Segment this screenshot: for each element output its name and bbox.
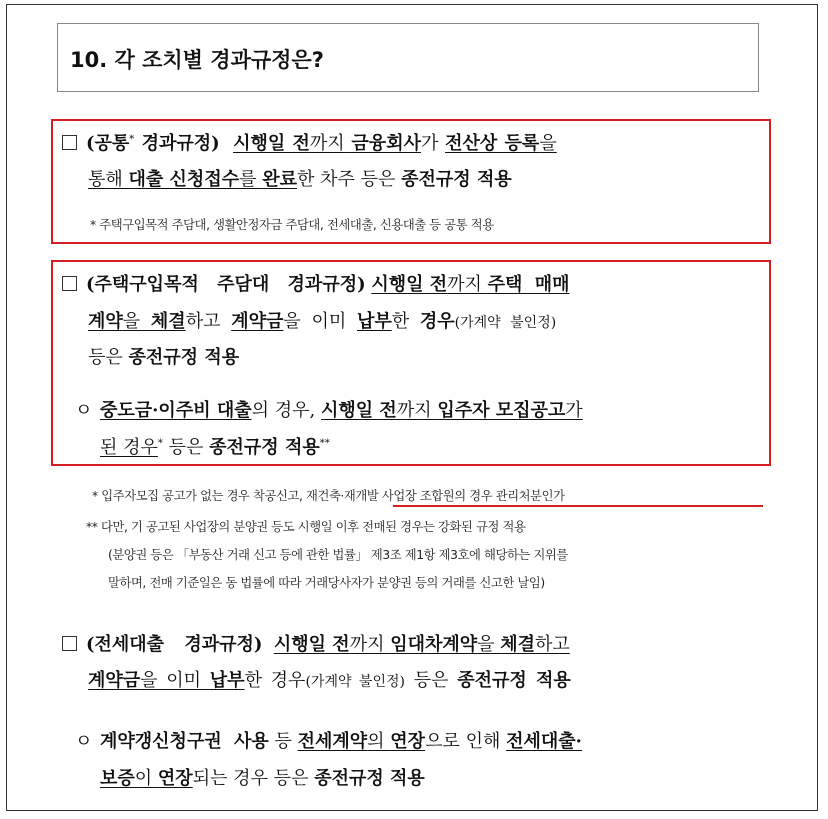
common-footnote: * 주택구입목적 주담대, 생활안정자금 주담대, 전세대출, 신용대출 등 공통 적용 bbox=[90, 218, 494, 232]
checkbox-icon bbox=[62, 135, 77, 150]
footnote-2-detail-1: (분양권 등은 「부동산 거래 신고 등에 관한 법률」 제3조 제1항 제3호에 해당하는 지위를 bbox=[108, 548, 568, 562]
footnote-2-detail-2: 말하며, 전매 기준일은 동 법률에 따라 거래당사자가 분양권 등의 거래를 신고한 날임) bbox=[108, 576, 545, 590]
jeonse-line-1: (전세대출 경과규정) 시행일 전까지 임대차계약을 체결하고 bbox=[62, 636, 570, 654]
jeonse-line-2: 계약금을 이미 납부한 경우(가계약 불인정) 등은 종전규정 적용 bbox=[88, 670, 571, 691]
housing-line-3: 등은 종전규정 적용 bbox=[88, 347, 240, 368]
checkbox-icon bbox=[62, 276, 77, 291]
jeonse-sub-line-2: 보증이 연장되는 경우 등은 종전규정 적용 bbox=[100, 768, 425, 789]
title-box bbox=[57, 23, 759, 92]
footnote-1: * 입주자모집 공고가 없는 경우 착공신고, 재건축·재개발 사업장 조합원의 경우 관리처분인가 bbox=[92, 489, 565, 503]
circle-bullet-icon: ㅇ bbox=[75, 731, 93, 752]
housing-sub-line-1: ㅇ 중도금·이주비 대출의 경우, 시행일 전까지 입주자 모집공고가 bbox=[75, 400, 583, 421]
common-line-2: 통해 대출 신청접수를 완료한 차주 등은 종전규정 적용 bbox=[88, 169, 512, 190]
checkbox-icon bbox=[62, 636, 77, 651]
page-title: 10. 각 조치별 경과규정은? bbox=[70, 48, 324, 72]
common-line-1: (공통* 경과규정) 시행일 전까지 금융회사가 전산상 등록을 bbox=[62, 135, 557, 153]
housing-line-1: (주택구입목적 주담대 경과규정) 시행일 전까지 주택 매매 bbox=[62, 276, 570, 294]
housing-line-2: 계약을 체결하고 계약금을 이미 납부한 경우(가계약 불인정) bbox=[88, 311, 557, 332]
footnote-2: ** 다만, 기 공고된 사업장의 분양권 등도 시행일 이후 전매된 경우는 강화된 규정 적용 bbox=[86, 520, 526, 534]
jeonse-sub-line-1: ㅇ 계약갱신청구권 사용 등 전세계약의 연장으로 인해 전세대출· bbox=[75, 731, 582, 752]
circle-bullet-icon: ㅇ bbox=[75, 400, 93, 421]
footnote-1-highlight-underline bbox=[393, 505, 763, 507]
housing-sub-line-2: 된 경우* 등은 종전규정 적용** bbox=[100, 437, 330, 458]
